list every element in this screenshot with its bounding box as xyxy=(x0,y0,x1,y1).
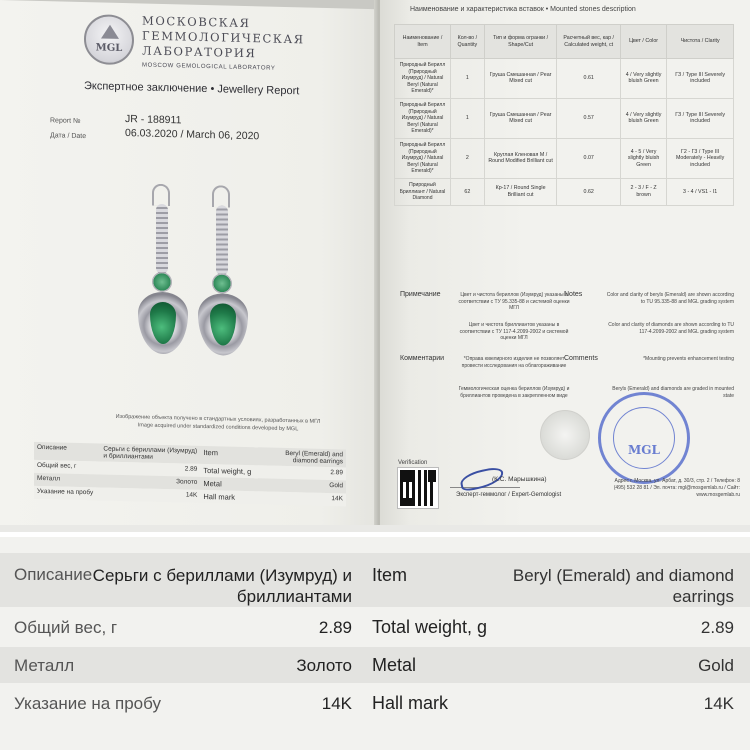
cell: 62 xyxy=(451,178,485,205)
cell: Природный Бриллиант / Natural Diamond xyxy=(395,178,451,205)
report-title: Экспертное заключение • Jewellery Report xyxy=(84,80,300,98)
lab-name-line2: ГЕММОЛОГИЧЕСКАЯ xyxy=(142,28,305,47)
cell: Груша Смешанная / Pear Mixed cut xyxy=(484,59,557,99)
cell: Металл xyxy=(34,473,100,488)
comments-text-ru-2: Геммологическая оценка бериллов (Изумруд) и бриллиантов проведена в закрепленном виде xyxy=(458,386,570,399)
scales-icon xyxy=(101,24,119,38)
lab-name xyxy=(142,13,305,77)
en-label: Hall mark xyxy=(372,693,449,713)
en-label: Metal xyxy=(372,655,417,675)
cell: 3 - 4 / VS1 - I1 xyxy=(667,178,734,205)
earring-right-image xyxy=(198,195,248,356)
qr-code-icon[interactable] xyxy=(398,468,438,508)
cell: 4 / Very slightly bluish Green xyxy=(620,59,666,99)
ru-value: Золото xyxy=(296,656,352,675)
en-value: Beryl (Emerald) and diamond earrings xyxy=(512,566,734,606)
cell: 0.62 xyxy=(557,178,620,205)
image-caption-ru: Изображение объекта получено в стандартных условиях, разработанных в МГЛ xyxy=(115,413,321,425)
cell: 0.57 xyxy=(557,98,620,138)
table-row xyxy=(0,685,750,721)
ru-value: 14K xyxy=(321,694,352,713)
cell: Item xyxy=(200,446,258,465)
header-cell: Кол-во / Quantity xyxy=(451,25,485,59)
ru-label: Указание на пробу xyxy=(14,694,161,713)
stones-table xyxy=(394,24,734,206)
cell: Gold xyxy=(258,478,346,493)
lab-stamp-icon xyxy=(598,392,690,484)
notes-label-ru: Примечание xyxy=(400,291,441,298)
logo-text: MGL xyxy=(95,42,123,54)
cell: Золото xyxy=(100,474,200,489)
cell: Природный Берилл (Природный Изумруд) / Natural Beryl (Natural Emerald)* xyxy=(395,138,451,178)
stamp-text: MGL xyxy=(628,443,660,457)
item-table-small xyxy=(34,442,346,507)
cell: 2.89 xyxy=(100,461,200,476)
right-page xyxy=(380,0,750,525)
cell: Metal xyxy=(200,477,258,491)
notes-text-en-2: Color and clarity of diamonds are shown according to TU 117-4.2099-2002 and MGL grading system xyxy=(608,322,734,335)
notes-text-en-1: Color and clarity of beryls (Emerald) are shown according to TU 95.335-88 and MGL grading system xyxy=(606,292,734,305)
lab-name-line1: МОСКОВСКАЯ xyxy=(142,13,251,31)
cell: Total weight, g xyxy=(200,464,258,478)
header-cell: Тип и форма огранки / Shape/Cut xyxy=(484,25,557,59)
table-row xyxy=(0,609,750,645)
comments-label-ru: Комментарии xyxy=(400,355,445,362)
cell: ГЗ / Type III Severely included xyxy=(667,59,734,99)
header-cell: Чистота / Clarity xyxy=(667,25,734,59)
cell: ГЗ / Type III Severely included xyxy=(667,98,734,138)
cell: 2.89 xyxy=(258,465,346,480)
report-number-label: Report № xyxy=(50,117,81,125)
cell: 1 xyxy=(451,98,485,138)
cell: Груша Смешанная / Pear Mixed cut xyxy=(484,98,557,138)
signer-name: (К.С. Марышкина) xyxy=(492,476,547,483)
cell: 0.61 xyxy=(557,59,620,99)
hologram-seal-icon xyxy=(540,410,590,460)
cell: Природный Берилл (Природный Изумруд) / Natural Beryl (Natural Emerald)* xyxy=(395,59,451,99)
table-row xyxy=(395,138,734,178)
cell: Круглая Кленовая М / Round Modified Brilliant cut xyxy=(484,138,557,178)
cell: 14K xyxy=(258,491,346,506)
cell: 2 xyxy=(451,138,485,178)
en-value: 14K xyxy=(703,694,734,713)
comments-text-en-2: Beryls (Emerald) and diamonds are graded in mounted state xyxy=(612,386,734,399)
cell: 14K xyxy=(100,487,200,502)
notes-label-en: Notes xyxy=(564,291,583,298)
cell: Указание на пробу xyxy=(34,486,100,501)
verification-label: Verification xyxy=(398,460,428,466)
cell: Hall mark xyxy=(200,490,258,504)
image-caption xyxy=(88,412,348,434)
table-row xyxy=(395,178,734,205)
cell: Серьги с бериллами (Изумруд) и бриллиантами xyxy=(100,443,200,463)
cell: Г2 - Г3 / Type III Moderately - Heavily included xyxy=(667,138,734,178)
cell: Beryl (Emerald) and diamond earrings xyxy=(258,447,346,467)
earring-left-image xyxy=(138,193,188,354)
en-label: Total weight, g xyxy=(372,617,488,637)
item-table-enlarged xyxy=(0,537,750,750)
en-label: Item xyxy=(372,565,408,585)
table-row xyxy=(0,647,750,683)
lab-name-line3: ЛАБОРАТОРИЯ xyxy=(142,43,257,61)
cell: 0.07 xyxy=(557,138,620,178)
comments-text-en-1: *Mounting prevents enhancement testing xyxy=(643,356,734,362)
cell: 1 xyxy=(451,59,485,99)
cell: 4 - 5 / Very slightly bluish Green xyxy=(620,138,666,178)
lab-logo-icon xyxy=(84,14,134,65)
comments-text-ru-1: *Оправа ювелирного изделия не позволяет провести исследования на облагораживание xyxy=(461,356,567,369)
table-row xyxy=(395,59,734,99)
cell: Кр-17 / Round Single Brilliant cut xyxy=(484,178,557,205)
header-cell: Наименование / Item xyxy=(395,25,451,59)
en-value: Gold xyxy=(698,656,734,675)
ru-label: Общий вес, г xyxy=(14,618,118,637)
table-row xyxy=(0,553,750,607)
image-caption-en: Image acquired under standardized conditions developed by MGL xyxy=(137,422,299,433)
ru-value: Серьги с бериллами (Изумруд) и бриллиантами xyxy=(92,566,352,606)
notes-text-ru-2: Цвет и чистота бриллиантов указаны в соответствии с ТУ 117-4.2099-2002 и системой оценки МГЛ xyxy=(459,322,569,341)
lab-name-en: MOSCOW GEMOLOGICAL LABORATORY xyxy=(142,62,276,72)
report-number: JR - 188911 xyxy=(125,113,182,127)
table-row xyxy=(395,98,734,138)
comments-row-2 xyxy=(400,386,740,408)
cell: 4 / Very slightly bluish Green xyxy=(620,98,666,138)
ru-label: Описание xyxy=(14,565,93,584)
stones-header-row xyxy=(395,25,734,59)
header-cell: Расчетный вес, кар / Calculated weight, ct xyxy=(557,25,620,59)
signer-role: Эксперт-геммолог / Expert-Gemologist xyxy=(456,492,562,498)
en-value: 2.89 xyxy=(700,618,734,637)
comments-label-en: Comments xyxy=(564,355,598,362)
notes-row-2 xyxy=(400,322,740,344)
cell: Описание xyxy=(34,442,100,462)
header-cell: Цвет / Color xyxy=(620,25,666,59)
cell: Общий вес, г xyxy=(34,460,100,475)
cell: 2 - 3 / F - Z brown xyxy=(620,178,666,205)
ru-value: 2.89 xyxy=(318,618,352,637)
cell: Природный Берилл (Природный Изумруд) / Natural Beryl (Natural Emerald)* xyxy=(395,98,451,138)
lab-address: Адрес г. Москва, ул. Арбат, д. 30/3, стр. 2 / Телефон: 8 (495) 532 28 81 / Эл. почта: mgl@mosgemlab.ru / Сайт: www.mosgemlab.ru xyxy=(613,478,740,498)
notes-row-1 xyxy=(400,292,740,314)
left-page xyxy=(0,0,378,525)
notes-text-ru-1: Цвет и чистота бериллов (Изумруд) указаны в соответствии с ТУ 95.335-88 и системой оценки МГЛ xyxy=(458,292,570,311)
comments-row-1 xyxy=(400,356,740,378)
ru-label: Металл xyxy=(14,656,75,675)
report-date-label: Дата / Date xyxy=(50,132,87,141)
stones-title: Наименование и характеристика вставок • Mounted stones description xyxy=(410,6,636,13)
report-date: 06.03.2020 / March 06, 2020 xyxy=(125,127,260,143)
